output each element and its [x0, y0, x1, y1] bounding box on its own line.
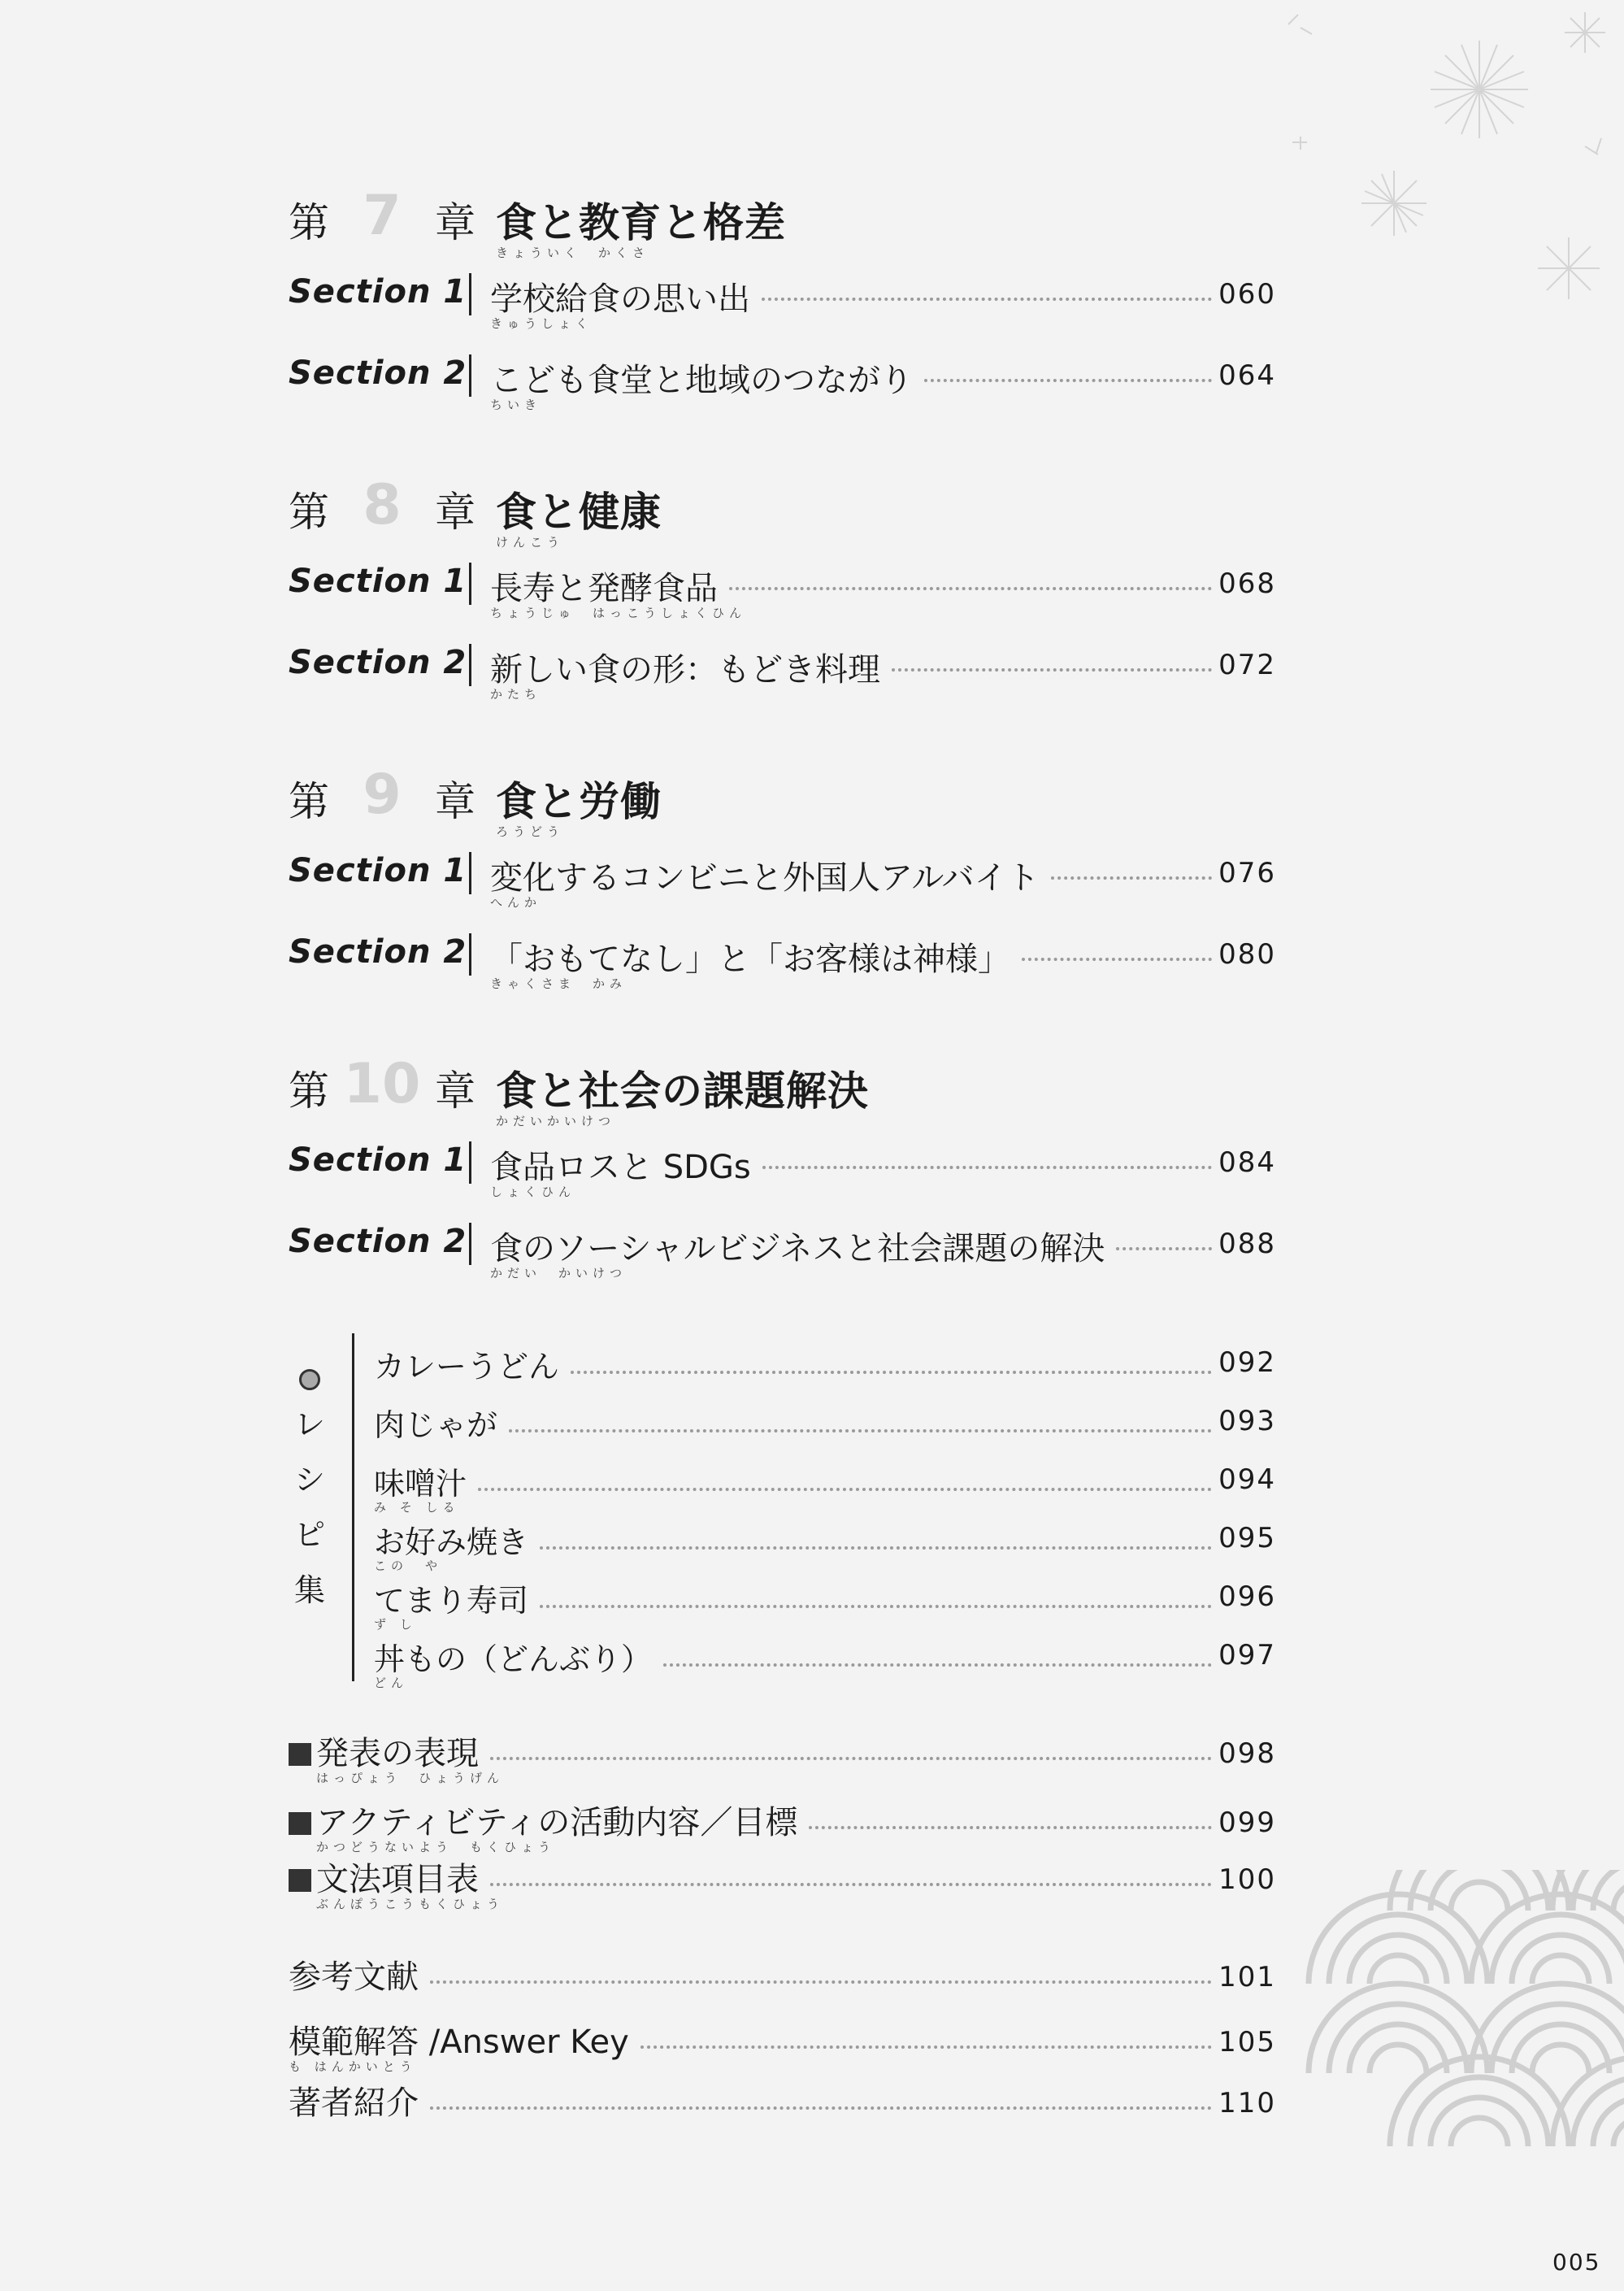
page-number-ref: 096: [1218, 1580, 1276, 1613]
section-title: [490, 852, 1040, 911]
recipe-name: [374, 1341, 560, 1385]
appendix-entry[interactable]: [289, 1728, 1276, 1793]
recipe-name-text: 味噌汁: [374, 1466, 467, 1502]
dot-leader: [571, 1371, 1212, 1374]
section-title-text: 食品ロスと SDGs: [490, 1149, 751, 1186]
section-label: Section 1: [289, 563, 467, 600]
section-title-ruby: しょくひん: [490, 1185, 576, 1199]
dot-leader: [490, 1883, 1212, 1886]
chapter-title: [496, 480, 662, 550]
page-number-ref: 064: [1218, 359, 1276, 392]
dot-leader: [762, 1166, 1212, 1169]
dot-leader: [892, 668, 1212, 672]
chapter-title-text: 食と教育と格差: [496, 199, 786, 246]
recipe-name-text: 肉じゃが: [374, 1407, 498, 1443]
recipe-name-text: 丼もの（どんぶり）: [374, 1641, 653, 1677]
appendix-name: [289, 1854, 504, 1912]
chapter-block: [289, 763, 1276, 1055]
appendix-name: [289, 1797, 797, 1855]
recipe-name: [374, 1459, 467, 1515]
appendix-name-text: 著者紹介: [289, 2085, 419, 2122]
section-title: [490, 563, 746, 621]
page-number-ref: 072: [1218, 649, 1276, 681]
appendix-entry[interactable]: [289, 1797, 1276, 1862]
dot-leader: [430, 2106, 1212, 2110]
page-number-ref: 095: [1218, 1522, 1276, 1554]
section-title-text: 学校給食の思い出: [490, 280, 750, 318]
table-of-contents: [289, 184, 1276, 1345]
section-divider: [469, 1141, 471, 1184]
recipe-entry[interactable]: [374, 1341, 1276, 1400]
page-number-ref: 099: [1218, 1806, 1276, 1839]
starburst-decoration-icon: [1244, 0, 1624, 341]
appendix-entry[interactable]: [289, 1854, 1276, 1919]
section-title: [490, 933, 1010, 992]
chapter-block: [289, 473, 1276, 766]
appendix-name-text: 文法項目表: [316, 1861, 479, 1898]
chapter-heading: [289, 473, 1276, 550]
chapter-heading: [289, 763, 1276, 839]
chapter-prefix: 第: [289, 1067, 329, 1115]
recipe-name-ruby: どん: [374, 1676, 409, 1690]
chapter-title-ruby: きょういく かくさ: [496, 246, 650, 260]
circle-bullet-icon: [299, 1369, 320, 1390]
section-entry[interactable]: [289, 268, 1276, 333]
chapter-heading: [289, 1052, 1276, 1128]
section-title-ruby: ちいき: [490, 398, 542, 412]
chapter-number: 10: [343, 1052, 421, 1116]
section-divider: [469, 933, 471, 976]
recipe-entry[interactable]: [374, 1576, 1276, 1634]
appendix-name-text: アクティビティの活動内容／目標: [316, 1804, 798, 1841]
section-entry[interactable]: [289, 847, 1276, 912]
section-divider: [469, 644, 471, 686]
dot-leader: [1022, 958, 1212, 961]
recipe-heading-char: 集: [293, 1572, 325, 1608]
section-divider: [469, 354, 471, 397]
section-title-text: 新しい食の形：もどき料理: [490, 651, 880, 689]
page-number-ref: 094: [1218, 1463, 1276, 1496]
recipe-heading: [289, 1369, 331, 1618]
recipe-collection: [289, 1333, 1276, 1690]
appendix-name-ruby: はっぴょう ひょうげん: [316, 1771, 505, 1785]
dot-leader: [762, 298, 1212, 301]
recipe-entry[interactable]: [374, 1459, 1276, 1517]
section-title-text: 食のソーシャルビジネスと社会課題の解決: [490, 1230, 1105, 1267]
section-title-text: 「おもてなし」と「お客様は神様」: [490, 941, 1010, 978]
chapter-prefix: 第: [289, 778, 329, 825]
chapter-title-ruby: ろうどう: [496, 824, 565, 839]
appendix-entry[interactable]: [289, 2016, 1276, 2081]
section-title-text: こども食堂と地域のつながり: [490, 362, 913, 399]
section-title-ruby: きゃくさま かみ: [490, 976, 627, 991]
square-bullet-icon: [289, 1743, 311, 1766]
section-title-ruby: かだい かいけつ: [490, 1266, 627, 1280]
appendix-name: [289, 2077, 419, 2122]
recipe-entry[interactable]: [374, 1517, 1276, 1576]
dot-leader: [663, 1663, 1212, 1667]
page-number-ref: 060: [1218, 278, 1276, 311]
recipe-divider: [352, 1333, 354, 1681]
recipe-heading-char: レ: [293, 1406, 325, 1442]
chapter-title: [496, 769, 662, 840]
section-title-text: 長寿と発酵食品: [490, 570, 718, 607]
recipe-name: [374, 1576, 528, 1632]
dot-leader: [1051, 876, 1212, 880]
section-divider: [469, 273, 471, 315]
section-title: [490, 273, 750, 332]
section-label: Section 1: [289, 273, 467, 311]
chapter-title-text: 食と労働: [496, 778, 662, 825]
chapter-prefix: 第: [289, 199, 329, 246]
dot-leader: [640, 2045, 1212, 2049]
section-label: Section 2: [289, 354, 467, 392]
appendix-name-ruby: ぶんぽうこうもくひょう: [316, 1897, 505, 1911]
appendix-entry[interactable]: [289, 1951, 1276, 2016]
chapter-heading: [289, 184, 1276, 260]
appendix-name-ruby: も はんかいとう: [289, 2059, 417, 2074]
section-title: [490, 1223, 1105, 1281]
section-entry[interactable]: [289, 350, 1276, 415]
chapter-number: 8: [363, 473, 402, 537]
chapter-number: 9: [363, 763, 402, 827]
page-number-ref: 100: [1218, 1863, 1276, 1896]
recipe-name: [374, 1634, 652, 1691]
section-entry[interactable]: [289, 1218, 1276, 1283]
dot-leader: [809, 1826, 1212, 1829]
dot-leader: [509, 1429, 1212, 1432]
page-number-ref: 080: [1218, 938, 1276, 971]
appendix-name-text: 参考文献: [289, 1958, 419, 1996]
dot-leader: [540, 1605, 1212, 1608]
chapter-suffix: 章: [435, 199, 475, 246]
section-title: [490, 1141, 751, 1200]
section-title: [490, 644, 880, 702]
recipe-name-ruby: ず し: [374, 1617, 417, 1632]
square-bullet-icon: [289, 1869, 311, 1892]
section-title: [490, 354, 913, 413]
section-title-ruby: きゅうしょく: [490, 316, 593, 331]
page-number-ref: 105: [1218, 2026, 1276, 2058]
recipe-name: [374, 1400, 498, 1443]
recipe-heading-char: シ: [293, 1462, 325, 1498]
recipe-heading-char: ピ: [293, 1517, 325, 1553]
section-entry[interactable]: [289, 1137, 1276, 1202]
dot-leader: [924, 379, 1212, 382]
section-entry[interactable]: [289, 928, 1276, 993]
square-bullet-icon: [289, 1812, 311, 1835]
page-number-ref: 084: [1218, 1146, 1276, 1179]
chapter-prefix: 第: [289, 489, 329, 536]
chapter-suffix: 章: [435, 489, 475, 536]
appendix-entry[interactable]: [289, 2077, 1276, 2142]
appendix-name-ruby: かつどうないよう もくひょう: [316, 1840, 556, 1854]
section-label: Section 1: [289, 852, 467, 889]
chapter-suffix: 章: [435, 1067, 475, 1115]
section-label: Section 2: [289, 933, 467, 971]
chapter-number: 7: [363, 184, 402, 248]
chapter-title-ruby: かだいかいけつ: [496, 1114, 616, 1128]
appendix-name: [289, 2016, 629, 2075]
section-entry[interactable]: [289, 639, 1276, 704]
chapter-block: [289, 184, 1276, 476]
page-number-ref: 088: [1218, 1228, 1276, 1260]
section-label: Section 2: [289, 1223, 467, 1260]
section-title-text: 変化するコンビニと外国人アルバイト: [490, 859, 1040, 897]
page-number-ref: 110: [1218, 2087, 1276, 2119]
wave-pattern-decoration-icon: [1292, 1870, 1624, 2195]
dot-leader: [729, 587, 1212, 590]
section-title-ruby: へんか: [490, 895, 542, 910]
chapter-block: [289, 1052, 1276, 1345]
section-entry[interactable]: [289, 558, 1276, 623]
section-title-ruby: ちょうじゅ はっこうしょくひん: [490, 606, 747, 620]
section-title-ruby: かたち: [490, 687, 542, 702]
section-divider: [469, 852, 471, 894]
chapter-title-text: 食と社会の課題解決: [496, 1067, 869, 1115]
section-label: Section 2: [289, 644, 467, 681]
chapter-suffix: 章: [435, 778, 475, 825]
page-number-ref: 101: [1218, 1961, 1276, 1993]
appendix-name-text: 発表の表現: [316, 1735, 479, 1772]
recipe-name-ruby: み そ しる: [374, 1500, 460, 1515]
appendix-name: [289, 1728, 504, 1786]
recipe-name-text: カレーうどん: [374, 1349, 560, 1385]
appendix-name-text: 模範解答 /Answer Key: [289, 2024, 629, 2061]
dot-leader: [1116, 1247, 1212, 1250]
recipe-entry[interactable]: [374, 1634, 1276, 1693]
page-number-ref: 097: [1218, 1639, 1276, 1672]
page-number-ref: 098: [1218, 1737, 1276, 1770]
recipe-name-text: てまり寿司: [374, 1583, 529, 1619]
section-label: Section 1: [289, 1141, 467, 1179]
recipe-name: [374, 1517, 528, 1574]
dot-leader: [430, 1980, 1212, 1984]
page-number-ref: 092: [1218, 1346, 1276, 1379]
dot-leader: [540, 1546, 1212, 1550]
page-number-ref: 076: [1218, 857, 1276, 889]
page-number-ref: 068: [1218, 567, 1276, 600]
chapter-title: [496, 190, 786, 261]
chapter-title-text: 食と健康: [496, 489, 662, 536]
page-number-ref: 093: [1218, 1405, 1276, 1437]
chapter-title: [496, 1059, 869, 1129]
section-divider: [469, 1223, 471, 1265]
dot-leader: [478, 1488, 1212, 1491]
recipe-entry[interactable]: [374, 1400, 1276, 1459]
appendix-name: [289, 1951, 419, 1996]
section-divider: [469, 563, 471, 605]
chapter-title-ruby: けんこう: [496, 535, 565, 550]
recipe-name-text: お好み焼き: [374, 1524, 529, 1560]
dot-leader: [490, 1757, 1212, 1760]
recipe-name-ruby: この や: [374, 1558, 443, 1573]
page-number: 005: [1552, 2249, 1601, 2276]
